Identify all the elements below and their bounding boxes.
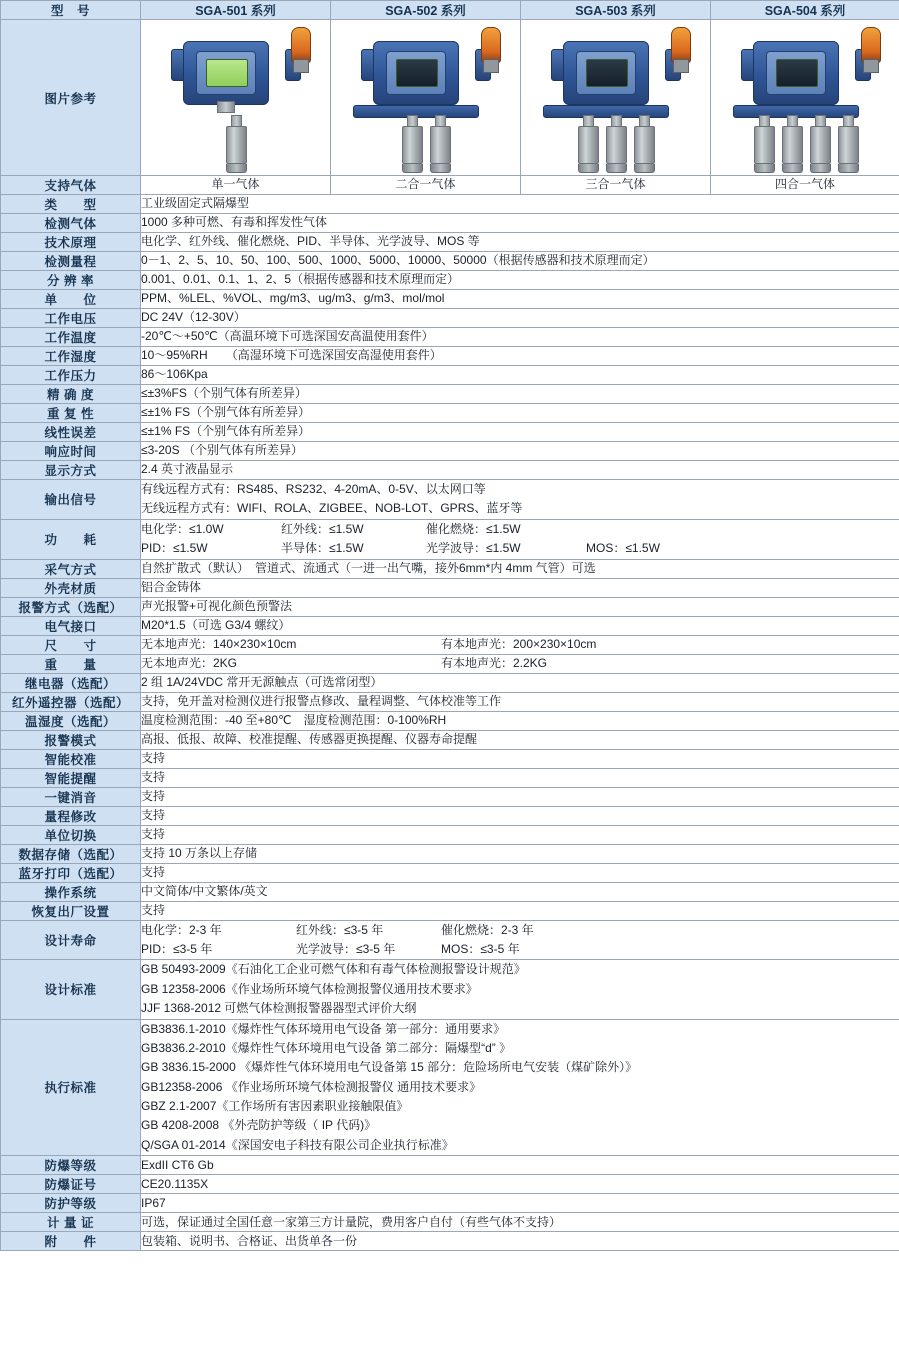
alarm-lamp-icon: [481, 27, 501, 63]
row-value-metering-cert: 可选，保证通过全国任意一家第三方计量院，费用客户自付（有些气体不支持）: [141, 1213, 899, 1232]
weight-without-alarm: 无本地声光：2KG: [141, 655, 238, 670]
table-row-model: [1, 1, 899, 20]
row-value-exec-standard: [141, 1019, 899, 1156]
row-label-one-key-mute: 一键消音: [1, 787, 141, 806]
gas-support-501: 单一气体: [141, 176, 331, 195]
row-value-design-standard: [141, 960, 899, 1019]
row-label-size: 尺 寸: [1, 635, 141, 654]
alarm-lamp-icon: [671, 27, 691, 63]
table-row-operating-system: [1, 882, 899, 901]
device-body: [183, 41, 269, 105]
model-sga-502: SGA-502 系列: [331, 1, 521, 20]
row-label-sampling: 采气方式: [1, 559, 141, 578]
row-label-working-temperature: 工作温度: [1, 328, 141, 347]
device-probe: [810, 115, 831, 173]
power-mos: MOS：≤1.5W: [586, 541, 660, 556]
row-value-operating-system: 中文简体/中文繁体/英文: [141, 882, 899, 901]
row-label-image-reference: 图片参考: [1, 20, 141, 176]
row-label-data-storage: 数据存储（选配）: [1, 844, 141, 863]
table-row-factory-reset: [1, 901, 899, 920]
table-row-relay: [1, 673, 899, 692]
device-stem: [217, 101, 235, 113]
row-label-alarm-mode-optional: 报警方式（选配）: [1, 597, 141, 616]
device-screen: [776, 59, 818, 87]
row-value-explosion-proof-grade: ExdII CT6 Gb: [141, 1156, 899, 1175]
size-without-alarm: 无本地声光：140×230×10cm: [141, 636, 297, 651]
table-row-repeatability: [1, 404, 899, 423]
row-value-smart-calibration: 支持: [141, 749, 899, 768]
row-label-unit: 单 位: [1, 290, 141, 309]
device-face: [196, 51, 256, 95]
model-sga-503: SGA-503 系列: [521, 1, 711, 20]
table-row-bluetooth-print: [1, 863, 899, 882]
table-row-protection-grade: [1, 1194, 899, 1213]
row-label-protection-grade: 防护等级: [1, 1194, 141, 1213]
device-probe: [578, 115, 599, 173]
row-label-relay: 继电器（选配）: [1, 673, 141, 692]
table-row-one-key-mute: [1, 787, 899, 806]
device-illustration-4-probe: [711, 23, 899, 173]
table-row-output-signal: [1, 480, 899, 520]
device-probe: [606, 115, 627, 173]
row-label-output-signal: 输出信号: [1, 480, 141, 520]
row-label-accuracy: 精 确 度: [1, 385, 141, 404]
life-pid: PID：≤3-5 年: [141, 941, 213, 956]
power-optical-waveguide: 光学波导：≤1.5W: [426, 541, 521, 556]
row-label-electrical-interface: 电气接口: [1, 616, 141, 635]
row-label-exec-standard: 执行标准: [1, 1019, 141, 1156]
row-value-temp-humidity: 温度检测范围：-40 至+80℃ 湿度检测范围：0-100%RH: [141, 711, 899, 730]
row-label-gas-support: 支持气体: [1, 176, 141, 195]
life-optical-waveguide: 光学波导：≤3-5 年: [296, 941, 396, 956]
table-row-design-standard: [1, 960, 899, 1019]
row-value-working-pressure: 86～106Kpa: [141, 366, 899, 385]
table-row-display: [1, 461, 899, 480]
device-probe-group: [521, 115, 711, 173]
table-row-exec-standard: [1, 1019, 899, 1156]
row-value-shell-material: 铝合金铸体: [141, 578, 899, 597]
row-label-working-humidity: 工作湿度: [1, 347, 141, 366]
row-label-range-modify: 量程修改: [1, 806, 141, 825]
design-life-line-1: [141, 921, 899, 940]
life-electrochemical: 电化学：2-3 年: [141, 922, 222, 937]
row-value-response-time: ≤3-20S （个别气体有所差异）: [141, 442, 899, 461]
row-label-smart-calibration: 智能校准: [1, 749, 141, 768]
table-row-data-storage: [1, 844, 899, 863]
row-value-detect-gas: 1000 多种可燃、有毒和挥发性气体: [141, 214, 899, 233]
table-row-explosion-proof-grade: [1, 1156, 899, 1175]
row-value-working-temperature: -20℃～+50℃（高温环境下可选深国安高温使用套件）: [141, 328, 899, 347]
table-row-ir-remote: [1, 692, 899, 711]
table-row-weight: [1, 654, 899, 673]
row-value-explosion-proof-cert: CE20.1135X: [141, 1175, 899, 1194]
life-infrared: 红外线：≤3-5 年: [296, 922, 384, 937]
table-row-temp-humidity: [1, 711, 899, 730]
row-label-bluetooth-print: 蓝牙打印（选配）: [1, 863, 141, 882]
table-row-detect-gas: [1, 214, 899, 233]
product-image-sga-501: [141, 20, 331, 176]
exec-standard-item: GB12358-2006 《作业场所环境气体检测报警仪 通用技术要求》: [141, 1079, 482, 1094]
exec-standard-item: GBZ 2.1-2007《工作场所有害因素职业接触限值》: [141, 1099, 409, 1114]
row-value-factory-reset: 支持: [141, 901, 899, 920]
weight-with-alarm: 有本地声光：2.2KG: [441, 655, 548, 670]
power-line-1: [141, 520, 899, 539]
row-value-working-humidity: 10～95%RH （高湿环境下可选深国安高湿使用套件）: [141, 347, 899, 366]
row-label-explosion-proof-grade: 防爆等级: [1, 1156, 141, 1175]
table-row-smart-reminder: [1, 768, 899, 787]
table-row-unit: [1, 290, 899, 309]
table-row-working-humidity: [1, 347, 899, 366]
alarm-lamp-base: [293, 59, 309, 73]
size-with-alarm: 有本地声光：200×230×10cm: [441, 636, 597, 651]
device-body: [753, 41, 839, 105]
table-row-range-modify: [1, 806, 899, 825]
row-label-metering-cert: 计 量 证: [1, 1213, 141, 1232]
row-value-range: 0－1、2、5、10、50、100、500、1000、5000、10000、50000（根据传感器和技术原理而定）: [141, 252, 899, 271]
row-value-resolution: 0.001、0.01、0.1、1、2、5（根据传感器和技术原理而定）: [141, 271, 899, 290]
product-image-sga-504: [711, 20, 899, 176]
gas-support-504: 四合一气体: [711, 176, 899, 195]
device-probe: [782, 115, 803, 173]
row-value-linear-error: ≤±1% FS（个别气体有所差异）: [141, 423, 899, 442]
row-value-weight: [141, 654, 899, 673]
table-row-explosion-proof-cert: [1, 1175, 899, 1194]
design-standard-item: GB 12358-2006《作业场所环境气体检测报警仪通用技术要求》: [141, 981, 478, 996]
row-label-model: 型 号: [1, 1, 141, 20]
table-row-working-voltage: [1, 309, 899, 328]
design-life-line-2: [141, 940, 899, 959]
device-probe-group: [141, 115, 331, 173]
row-value-relay: 2 组 1A/24VDC 常开无源触点（可选常闭型）: [141, 673, 899, 692]
device-illustration-1-probe: [141, 23, 331, 173]
row-label-alarm-modes: 报警模式: [1, 730, 141, 749]
table-row-range: [1, 252, 899, 271]
row-value-display: 2.4 英寸液晶显示: [141, 461, 899, 480]
output-signal-wired: 有线远程方式有：RS485、RS232、4-20mA、0-5V、以太网口等: [141, 482, 486, 496]
row-value-alarm-modes: 高报、低报、故障、校准提醒、传感器更换提醒、仪器寿命提醒: [141, 730, 899, 749]
row-value-accessories: 包装箱、说明书、合格证、出货单各一份: [141, 1232, 899, 1251]
row-value-accuracy: ≤±3%FS（个别气体有所差异）: [141, 385, 899, 404]
row-value-alarm-mode-optional: 声光报警+可视化颜色预警法: [141, 597, 899, 616]
row-value-ir-remote: 支持，免开盖对检测仪进行报警点修改、量程调整、气体校准等工作: [141, 692, 899, 711]
device-probe: [838, 115, 859, 173]
row-value-type: 工业级固定式隔爆型: [141, 195, 899, 214]
row-label-smart-reminder: 智能提醒: [1, 768, 141, 787]
table-row-sampling: [1, 559, 899, 578]
row-label-detect-gas: 检测气体: [1, 214, 141, 233]
life-catalytic: 催化燃烧：2-3 年: [441, 922, 534, 937]
alarm-lamp-base: [483, 59, 499, 73]
row-label-working-pressure: 工作压力: [1, 366, 141, 385]
gas-support-502: 二合一气体: [331, 176, 521, 195]
table-row-alarm-modes: [1, 730, 899, 749]
device-face: [386, 51, 446, 95]
table-row-metering-cert: [1, 1213, 899, 1232]
row-label-accessories: 附 件: [1, 1232, 141, 1251]
device-probe: [226, 115, 247, 173]
gas-support-503: 三合一气体: [521, 176, 711, 195]
alarm-lamp-icon: [291, 27, 311, 63]
power-line-2: [141, 539, 899, 558]
output-signal-wireless: 无线远程方式有：WIFI、ROLA、ZIGBEE、NOB-LOT、GPRS、蓝牙等: [141, 501, 523, 516]
device-face: [766, 51, 826, 95]
row-value-design-life: [141, 920, 899, 960]
alarm-lamp-base: [673, 59, 689, 73]
table-row-image-reference: [1, 20, 899, 176]
row-value-tech-principle: 电化学、红外线、催化燃烧、PID、半导体、光学波导、MOS 等: [141, 233, 899, 252]
device-probe: [430, 115, 451, 173]
row-value-output-signal: [141, 480, 899, 520]
row-label-display: 显示方式: [1, 461, 141, 480]
power-electrochemical: 电化学：≤1.0W: [141, 521, 224, 536]
power-catalytic: 催化燃烧：≤1.5W: [426, 521, 521, 536]
table-row-working-pressure: [1, 366, 899, 385]
table-row-design-life: [1, 920, 899, 960]
product-image-sga-502: [331, 20, 521, 176]
design-standard-item: GB 50493-2009《石油化工企业可燃气体和有毒气体检测报警设计规范》: [141, 962, 526, 977]
row-value-protection-grade: IP67: [141, 1194, 899, 1213]
row-label-ir-remote: 红外遥控器（选配）: [1, 692, 141, 711]
row-value-bluetooth-print: 支持: [141, 863, 899, 882]
row-label-linear-error: 线性误差: [1, 423, 141, 442]
exec-standard-item: Q/SGA 01-2014《深国安电子科技有限公司企业执行标准》: [141, 1137, 454, 1152]
table-row-tech-principle: [1, 233, 899, 252]
device-probe-group: [711, 115, 899, 173]
device-probe: [754, 115, 775, 173]
row-label-explosion-proof-cert: 防爆证号: [1, 1175, 141, 1194]
table-row-smart-calibration: [1, 749, 899, 768]
table-row-electrical-interface: [1, 616, 899, 635]
row-label-factory-reset: 恢复出厂设置: [1, 901, 141, 920]
row-value-smart-reminder: 支持: [141, 768, 899, 787]
row-value-range-modify: 支持: [141, 806, 899, 825]
device-probe-group: [331, 115, 521, 173]
row-label-response-time: 响应时间: [1, 442, 141, 461]
table-row-working-temperature: [1, 328, 899, 347]
device-screen: [586, 59, 628, 87]
model-sga-501: SGA-501 系列: [141, 1, 331, 20]
row-value-electrical-interface: M20*1.5（可选 G3/4 螺纹）: [141, 616, 899, 635]
device-face: [576, 51, 636, 95]
device-illustration-3-probe: [521, 23, 711, 173]
table-row-size: [1, 635, 899, 654]
power-pid: PID：≤1.5W: [141, 541, 208, 556]
alarm-lamp-base: [863, 59, 879, 73]
table-row-response-time: [1, 442, 899, 461]
table-row-accuracy: [1, 385, 899, 404]
table-row-gas-support: [1, 176, 899, 195]
power-infrared: 红外线：≤1.5W: [281, 521, 364, 536]
row-label-weight: 重 量: [1, 654, 141, 673]
row-value-unit-switch: 支持: [141, 825, 899, 844]
row-value-size: [141, 635, 899, 654]
power-semiconductor: 半导体：≤1.5W: [281, 541, 364, 556]
table-row-resolution: [1, 271, 899, 290]
row-value-one-key-mute: 支持: [141, 787, 899, 806]
row-label-temp-humidity: 温湿度（选配）: [1, 711, 141, 730]
row-label-shell-material: 外壳材质: [1, 578, 141, 597]
design-standard-item: JJF 1368-2012 可燃气体检测报警器器型式评价大纲: [141, 1001, 417, 1016]
row-label-working-voltage: 工作电压: [1, 309, 141, 328]
table-row-alarm-mode-optional: [1, 597, 899, 616]
exec-standard-item: GB 4208-2008 《外壳防护等级（ IP 代码)》: [141, 1118, 377, 1133]
table-row-unit-switch: [1, 825, 899, 844]
row-label-design-life: 设计寿命: [1, 920, 141, 960]
row-label-power: 功 耗: [1, 519, 141, 559]
table-row-accessories: [1, 1232, 899, 1251]
row-label-resolution: 分 辨 率: [1, 271, 141, 290]
device-body: [563, 41, 649, 105]
row-value-repeatability: ≤±1% FS（个别气体有所差异）: [141, 404, 899, 423]
row-label-range: 检测量程: [1, 252, 141, 271]
table-row-shell-material: [1, 578, 899, 597]
row-value-power: [141, 519, 899, 559]
exec-standard-item: GB3836.2-2010《爆炸性气体环境用电气设备 第二部分：隔爆型“d” 》: [141, 1040, 512, 1055]
row-label-unit-switch: 单位切换: [1, 825, 141, 844]
row-label-tech-principle: 技术原理: [1, 233, 141, 252]
device-probe: [402, 115, 423, 173]
row-label-type: 类 型: [1, 195, 141, 214]
row-label-design-standard: 设计标准: [1, 960, 141, 1019]
device-probe: [634, 115, 655, 173]
alarm-lamp-icon: [861, 27, 881, 63]
table-row-type: [1, 195, 899, 214]
device-illustration-2-probe: [331, 23, 521, 173]
row-label-operating-system: 操作系统: [1, 882, 141, 901]
device-screen: [206, 59, 248, 87]
product-image-sga-503: [521, 20, 711, 176]
table-row-power: [1, 519, 899, 559]
row-label-repeatability: 重 复 性: [1, 404, 141, 423]
device-body: [373, 41, 459, 105]
model-sga-504: SGA-504 系列: [711, 1, 899, 20]
exec-standard-item: GB 3836.15-2000 《爆炸性气体环境用电气设备第 15 部分：危险场所电气安装（煤矿除外）》: [141, 1060, 638, 1075]
table-row-linear-error: [1, 423, 899, 442]
life-mos: MOS：≤3-5 年: [441, 941, 520, 956]
exec-standard-item: GB3836.1-2010《爆炸性气体环境用电气设备 第一部分：通用要求》: [141, 1021, 506, 1036]
device-screen: [396, 59, 438, 87]
row-value-data-storage: 支持 10 万条以上存储: [141, 844, 899, 863]
row-value-unit: PPM、%LEL、%VOL、mg/m3、ug/m3、g/m3、mol/mol: [141, 290, 899, 309]
row-value-sampling: 自然扩散式（默认） 管道式、流通式（一进一出气嘴，接外6mm*内 4mm 气管）可选: [141, 559, 899, 578]
row-value-working-voltage: DC 24V（12-30V）: [141, 309, 899, 328]
